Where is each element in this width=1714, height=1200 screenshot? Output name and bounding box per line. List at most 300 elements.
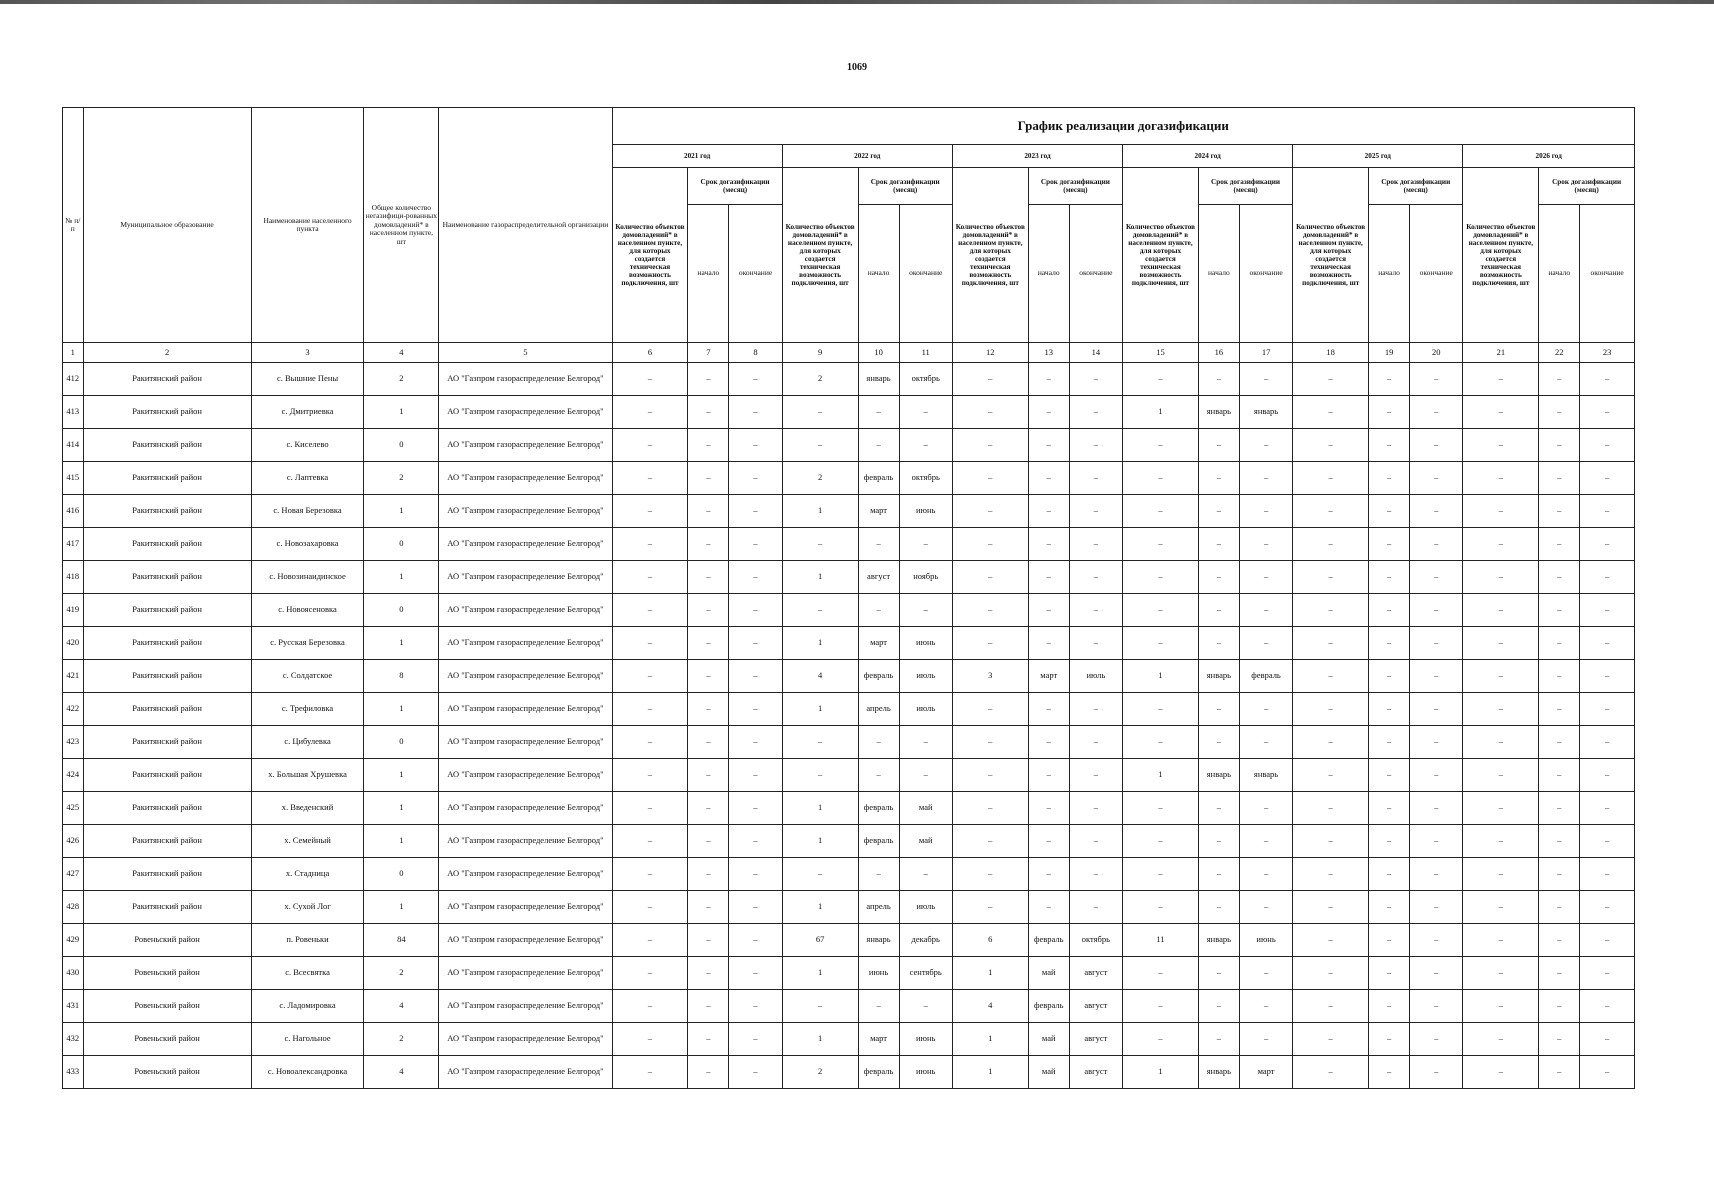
start-cell: май [1028,1023,1069,1056]
end-cell: – [729,495,782,528]
org-cell: АО "Газпром газораспределение Белгород" [439,495,612,528]
end-cell: – [729,1023,782,1056]
start-cell: – [1369,726,1410,759]
start-cell: январь [1198,1056,1239,1089]
year-header: 2021 год [612,145,782,168]
total-cell: 4 [364,990,439,1023]
start-cell: – [1028,792,1069,825]
count-cell: – [952,528,1028,561]
start-cell: январь [1198,759,1239,792]
count-cell: 1 [782,792,858,825]
start-cell: – [1539,924,1580,957]
end-cell: – [729,363,782,396]
count-cell: – [612,561,688,594]
start-cell: – [1539,396,1580,429]
start-cell: – [1028,363,1069,396]
start-header: начало [1028,205,1069,343]
end-cell: июль [899,891,952,924]
municipality-cell: Ракитянский район [83,462,251,495]
org-cell: АО "Газпром газораспределение Белгород" [439,792,612,825]
start-cell: – [1539,660,1580,693]
end-header: окончание [1410,205,1463,343]
end-cell: – [1410,660,1463,693]
settlement-cell: с. Лаптевка [251,462,364,495]
end-cell: – [729,660,782,693]
end-cell: – [1410,1056,1463,1089]
end-cell: – [1239,495,1292,528]
start-cell: – [858,594,899,627]
count-cell: – [612,1056,688,1089]
count-cell: – [952,693,1028,726]
start-cell: – [688,924,729,957]
start-header: начало [1369,205,1410,343]
count-cell: – [1463,660,1539,693]
count-cell: 4 [952,990,1028,1023]
count-cell: – [1293,429,1369,462]
end-cell: – [1239,726,1292,759]
schedule-title: График реализации догазификации [612,108,1634,145]
count-cell: – [1463,627,1539,660]
count-cell: – [1463,990,1539,1023]
count-cell: – [952,726,1028,759]
start-cell: август [858,561,899,594]
municipality-cell: Ракитянский район [83,495,251,528]
end-cell: – [899,759,952,792]
end-cell: – [1410,858,1463,891]
row-number: 422 [63,693,84,726]
end-cell: – [1239,363,1292,396]
count-cell: – [1123,891,1199,924]
count-cell: 1 [1123,660,1199,693]
end-cell: – [1239,528,1292,561]
count-cell: – [1123,429,1199,462]
end-cell: – [1410,363,1463,396]
end-cell: август [1069,1023,1122,1056]
start-cell: – [1539,528,1580,561]
table-row [63,759,1635,792]
end-cell: – [1580,495,1635,528]
end-cell: январь [1239,759,1292,792]
count-cell: – [1293,825,1369,858]
term-header: Срок догазификации (месяц) [688,168,782,205]
count-cell: 1 [1123,759,1199,792]
start-cell: май [1028,957,1069,990]
start-cell: – [1198,1023,1239,1056]
start-cell: – [1198,462,1239,495]
start-cell: июнь [858,957,899,990]
table-row [63,726,1635,759]
count-cell: 1 [952,1023,1028,1056]
table-row [63,396,1635,429]
end-cell: июнь [1239,924,1292,957]
table-row [63,462,1635,495]
end-cell: – [1410,528,1463,561]
count-cell: – [952,396,1028,429]
start-cell: – [1198,363,1239,396]
start-cell: – [858,759,899,792]
municipality-cell: Ракитянский район [83,594,251,627]
settlement-cell: с. Новозинаидинское [251,561,364,594]
start-cell: январь [858,363,899,396]
municipality-cell: Ракитянский район [83,396,251,429]
total-cell: 1 [364,693,439,726]
count-cell: 2 [782,1056,858,1089]
count-cell: – [612,726,688,759]
count-cell: – [1463,891,1539,924]
start-cell: – [1539,990,1580,1023]
count-cell: 1 [952,957,1028,990]
count-cell: – [1463,363,1539,396]
count-cell: – [1293,891,1369,924]
table-row [63,1023,1635,1056]
count-cell: – [1123,561,1199,594]
count-cell: 1 [782,693,858,726]
end-cell: – [1580,693,1635,726]
municipality-cell: Ракитянский район [83,825,251,858]
end-cell: август [1069,1056,1122,1089]
header-settlement: Наименование населенного пункта [251,108,364,343]
start-cell: – [688,528,729,561]
column-number: 15 [1123,343,1199,363]
end-cell: – [1069,759,1122,792]
count-cell: – [782,429,858,462]
term-header: Срок догазификации (месяц) [1369,168,1463,205]
start-cell: – [1539,693,1580,726]
start-cell: апрель [858,693,899,726]
count-cell: – [612,396,688,429]
column-number: 9 [782,343,858,363]
start-cell: – [1539,759,1580,792]
count-cell: – [1123,462,1199,495]
count-cell: – [612,891,688,924]
municipality-cell: Ровеньский район [83,1023,251,1056]
start-cell: – [688,891,729,924]
end-cell: – [1410,924,1463,957]
row-number: 432 [63,1023,84,1056]
total-cell: 0 [364,858,439,891]
start-cell: – [1198,858,1239,891]
count-cell: – [1463,726,1539,759]
municipality-cell: Ракитянский район [83,693,251,726]
end-cell: – [1410,429,1463,462]
count-cell: – [1293,594,1369,627]
end-cell: – [729,1056,782,1089]
end-cell: – [1410,990,1463,1023]
org-cell: АО "Газпром газораспределение Белгород" [439,924,612,957]
end-cell: – [1580,825,1635,858]
municipality-cell: Ракитянский район [83,759,251,792]
total-cell: 0 [364,726,439,759]
total-cell: 4 [364,1056,439,1089]
end-cell: – [1069,594,1122,627]
start-cell: февраль [858,660,899,693]
count-cell: – [782,858,858,891]
start-cell: апрель [858,891,899,924]
start-cell: – [688,1023,729,1056]
total-cell: 1 [364,891,439,924]
end-cell: – [729,594,782,627]
column-number: 23 [1580,343,1635,363]
settlement-cell: с. Всесвятка [251,957,364,990]
count-cell: – [1463,561,1539,594]
total-cell: 1 [364,627,439,660]
start-cell: – [1028,726,1069,759]
settlement-cell: х. Введенский [251,792,364,825]
start-header: начало [1198,205,1239,343]
year-header: 2025 год [1293,145,1463,168]
start-cell: – [1539,957,1580,990]
table-row [63,891,1635,924]
settlement-cell: с. Солдатское [251,660,364,693]
count-cell: – [1123,792,1199,825]
count-header: Количество объектов домовладений* в населенном пункте, для которых создается техническая возможность подключения, шт [1123,168,1199,343]
end-cell: – [1239,957,1292,990]
end-cell: – [1580,429,1635,462]
start-cell: – [1028,594,1069,627]
start-cell: – [1539,363,1580,396]
term-header: Срок догазификации (месяц) [1198,168,1292,205]
end-cell: – [1580,363,1635,396]
start-cell: – [1539,1056,1580,1089]
org-cell: АО "Газпром газораспределение Белгород" [439,528,612,561]
municipality-cell: Ракитянский район [83,429,251,462]
end-cell: – [1239,627,1292,660]
start-cell: – [1028,759,1069,792]
start-cell: – [688,792,729,825]
start-cell: – [1369,594,1410,627]
table-row [63,363,1635,396]
count-cell: – [612,759,688,792]
org-cell: АО "Газпром газораспределение Белгород" [439,1056,612,1089]
scan-edge [0,0,1714,4]
count-cell: – [612,594,688,627]
municipality-cell: Ракитянский район [83,660,251,693]
start-cell: – [1198,429,1239,462]
start-cell: – [688,462,729,495]
org-cell: АО "Газпром газораспределение Белгород" [439,891,612,924]
table-row [63,594,1635,627]
org-cell: АО "Газпром газораспределение Белгород" [439,1023,612,1056]
total-cell: 2 [364,363,439,396]
municipality-cell: Ровеньский район [83,957,251,990]
count-cell: – [952,627,1028,660]
settlement-cell: с. Новозахаровка [251,528,364,561]
end-cell: – [1410,693,1463,726]
municipality-cell: Ракитянский район [83,561,251,594]
count-cell: – [782,396,858,429]
end-cell: – [1410,627,1463,660]
start-cell: – [1198,594,1239,627]
column-number: 8 [729,343,782,363]
total-cell: 2 [364,957,439,990]
end-cell: – [729,759,782,792]
end-cell: – [1239,990,1292,1023]
column-number: 20 [1410,343,1463,363]
start-cell: – [858,528,899,561]
start-cell: – [1369,792,1410,825]
year-header: 2023 год [952,145,1122,168]
start-cell: – [1198,825,1239,858]
row-number: 415 [63,462,84,495]
count-cell: 1 [1123,1056,1199,1089]
count-cell: – [952,495,1028,528]
count-cell: – [952,561,1028,594]
row-number: 428 [63,891,84,924]
count-cell: – [1293,1023,1369,1056]
settlement-cell: с. Киселево [251,429,364,462]
end-cell: – [1580,726,1635,759]
settlement-cell: х. Большая Хрушевка [251,759,364,792]
start-cell: – [858,990,899,1023]
start-cell: – [1369,429,1410,462]
table-row [63,429,1635,462]
end-cell: август [1069,990,1122,1023]
start-cell: – [1198,990,1239,1023]
end-cell: – [1239,693,1292,726]
count-cell: – [612,858,688,891]
total-cell: 2 [364,462,439,495]
end-cell: – [729,528,782,561]
column-number: 13 [1028,343,1069,363]
total-cell: 1 [364,561,439,594]
count-cell: 1 [782,561,858,594]
count-cell: – [1123,858,1199,891]
start-header: начало [1539,205,1580,343]
column-number: 18 [1293,343,1369,363]
total-cell: 8 [364,660,439,693]
term-header: Срок догазификации (месяц) [858,168,952,205]
settlement-cell: с. Новоясеновка [251,594,364,627]
org-cell: АО "Газпром газораспределение Белгород" [439,726,612,759]
table-row [63,957,1635,990]
end-cell: – [1069,495,1122,528]
end-cell: – [899,726,952,759]
start-cell: – [1369,528,1410,561]
year-header: 2022 год [782,145,952,168]
total-cell: 1 [364,759,439,792]
start-cell: – [1369,990,1410,1023]
start-cell: – [1369,957,1410,990]
start-cell: – [1369,924,1410,957]
municipality-cell: Ракитянский район [83,726,251,759]
count-cell: – [1123,627,1199,660]
count-cell: – [1463,693,1539,726]
count-cell: – [1123,990,1199,1023]
start-cell: – [1028,495,1069,528]
end-cell: – [1580,561,1635,594]
start-header: начало [858,205,899,343]
count-cell: – [1463,528,1539,561]
start-cell: – [688,693,729,726]
end-cell: – [1580,660,1635,693]
total-cell: 2 [364,1023,439,1056]
count-cell: – [612,363,688,396]
end-cell: август [1069,957,1122,990]
count-cell: – [782,759,858,792]
count-cell: – [952,429,1028,462]
end-cell: – [729,561,782,594]
column-number: 10 [858,343,899,363]
count-cell: – [1293,726,1369,759]
end-cell: – [1069,363,1122,396]
count-cell: – [612,990,688,1023]
column-number: 2 [83,343,251,363]
start-cell: – [1198,891,1239,924]
column-number: 17 [1239,343,1292,363]
start-cell: – [688,561,729,594]
start-cell: – [1028,528,1069,561]
count-cell: – [1293,1056,1369,1089]
start-cell: – [1369,858,1410,891]
end-cell: – [729,693,782,726]
end-header: окончание [1580,205,1635,343]
count-cell: 4 [782,660,858,693]
end-cell: – [1239,891,1292,924]
start-cell: – [1028,561,1069,594]
total-cell: 1 [364,396,439,429]
end-cell: июнь [899,627,952,660]
end-cell: – [899,858,952,891]
row-number: 427 [63,858,84,891]
column-number: 5 [439,343,612,363]
end-cell: – [1239,462,1292,495]
start-cell: – [1539,462,1580,495]
end-cell: – [729,858,782,891]
end-cell: – [1410,462,1463,495]
start-cell: – [1028,462,1069,495]
count-cell: 1 [952,1056,1028,1089]
end-cell: – [1580,1023,1635,1056]
end-cell: – [1239,825,1292,858]
start-cell: – [1539,594,1580,627]
start-cell: – [1539,429,1580,462]
end-cell: – [1580,396,1635,429]
count-header: Количество объектов домовладений* в населенном пункте, для которых создается техническая возможность подключения, шт [952,168,1028,343]
column-number: 14 [1069,343,1122,363]
end-cell: – [1580,924,1635,957]
count-cell: – [1123,825,1199,858]
end-cell: – [1069,627,1122,660]
end-cell: март [1239,1056,1292,1089]
org-cell: АО "Газпром газораспределение Белгород" [439,990,612,1023]
row-number: 421 [63,660,84,693]
end-cell: июль [899,660,952,693]
start-cell: февраль [858,825,899,858]
start-cell: – [858,858,899,891]
table-row [63,627,1635,660]
count-cell: – [612,627,688,660]
count-cell: – [1463,924,1539,957]
start-cell: – [1369,1023,1410,1056]
start-cell: февраль [1028,990,1069,1023]
column-number: 1 [63,343,84,363]
end-cell: – [1410,759,1463,792]
header-total: Общее количество негазифици-рованных домовладений* в населенном пункте, шт [364,108,439,343]
table-row [63,528,1635,561]
start-cell: – [1028,891,1069,924]
end-cell: июль [1069,660,1122,693]
column-number: 19 [1369,343,1410,363]
start-cell: – [688,990,729,1023]
settlement-cell: с. Трефиловка [251,693,364,726]
start-cell: – [858,429,899,462]
start-cell: – [1028,429,1069,462]
count-cell: – [612,957,688,990]
count-cell: – [1123,693,1199,726]
count-header: Количество объектов домовладений* в населенном пункте, для которых создается техническая возможность подключения, шт [782,168,858,343]
end-cell: – [1069,858,1122,891]
end-header: окончание [899,205,952,343]
